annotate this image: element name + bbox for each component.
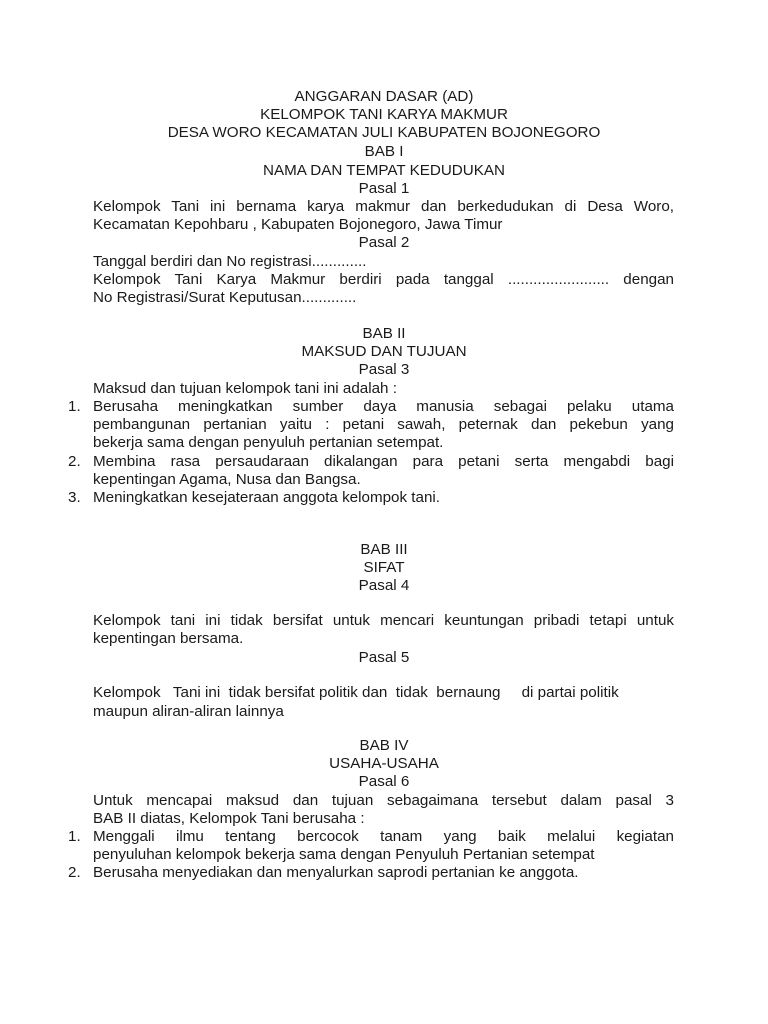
bab2-heading: BAB II (362, 325, 406, 342)
bab4-heading: BAB IV (359, 737, 409, 754)
list-item-line: Meningkatkan kesejateraan anggota kelompok tani. (93, 489, 441, 506)
pasal2-line: No Registrasi/Surat Keputusan............. (93, 289, 357, 306)
bab1-heading: BAB I (364, 143, 404, 160)
pasal2-line: Kelompok Tani Karya Makmur berdiri pada tanggal ........................ dengan (93, 271, 674, 288)
list-item-line: kepentingan Agama, Nusa dan Bangsa. (93, 471, 361, 488)
pasal1-line: Kecamatan Kepohbaru , Kabupaten Bojonegoro, Jawa Timur (93, 216, 503, 233)
bab1-title: NAMA DAN TEMPAT KEDUDUKAN (263, 162, 505, 179)
bab3-title: SIFAT (363, 559, 405, 576)
list-number: 2. (68, 864, 81, 881)
list-item-line: Berusaha menyediakan dan menyalurkan saprodi pertanian ke anggota. (93, 864, 579, 881)
list-number: 2. (68, 453, 81, 470)
pasal5-heading: Pasal 5 (358, 649, 410, 666)
pasal1-heading: Pasal 1 (358, 180, 410, 197)
bab2-title: MAKSUD DAN TUJUAN (301, 343, 467, 360)
list-item-line: bekerja sama dengan penyuluh pertanian setempat. (93, 434, 444, 451)
pasal3-heading: Pasal 3 (358, 361, 410, 378)
pasal3-intro: Maksud dan tujuan kelompok tani ini adalah : (93, 380, 397, 397)
list-item-line: Menggali ilmu tentang bercocok tanam yang baik melalui kegiatan (93, 828, 674, 845)
list-item-line: penyuluhan kelompok bekerja sama dengan Penyuluh Pertanian setempat (93, 846, 595, 863)
list-number: 1. (68, 828, 81, 845)
list-number: 1. (68, 398, 81, 415)
pasal5-line: maupun aliran-aliran lainnya (93, 703, 284, 720)
pasal6-heading: Pasal 6 (358, 773, 410, 790)
pasal4-line: Kelompok tani ini tidak bersifat untuk mencari keuntungan pribadi tetapi untuk (93, 612, 674, 629)
list-number: 3. (68, 489, 81, 506)
list-item-line: Berusaha meningkatkan sumber daya manusia sebagai pelaku utama (93, 398, 674, 415)
bab4-title: USAHA-USAHA (329, 755, 439, 772)
pasal6-intro: BAB II diatas, Kelompok Tani berusaha : (93, 810, 365, 827)
document-title: ANGGARAN DASAR (AD) (294, 88, 474, 105)
pasal4-heading: Pasal 4 (358, 577, 410, 594)
list-item-line: pembangunan pertanian yaitu : petani sawah, peternak dan pekebun yang (93, 416, 674, 433)
pasal6-intro: Untuk mencapai maksud dan tujuan sebagaimana tersebut dalam pasal 3 (93, 792, 674, 809)
group-location: DESA WORO KECAMATAN JULI KABUPATEN BOJONEGORO (167, 124, 601, 141)
pasal1-line: Kelompok Tani ini bernama karya makmur dan berkedudukan di Desa Woro, (93, 198, 674, 215)
pasal2-line: Tanggal berdiri dan No registrasi............. (93, 253, 367, 270)
list-item-line: Membina rasa persaudaraan dikalangan para petani serta mengabdi bagi (93, 453, 674, 470)
group-name: KELOMPOK TANI KARYA MAKMUR (260, 106, 508, 123)
pasal4-line: kepentingan bersama. (93, 630, 244, 647)
bab3-heading: BAB III (360, 541, 408, 558)
pasal5-line: Kelompok Tani ini tidak bersifat politik dan tidak bernaung di partai politik (93, 684, 619, 701)
pasal2-heading: Pasal 2 (358, 234, 410, 251)
